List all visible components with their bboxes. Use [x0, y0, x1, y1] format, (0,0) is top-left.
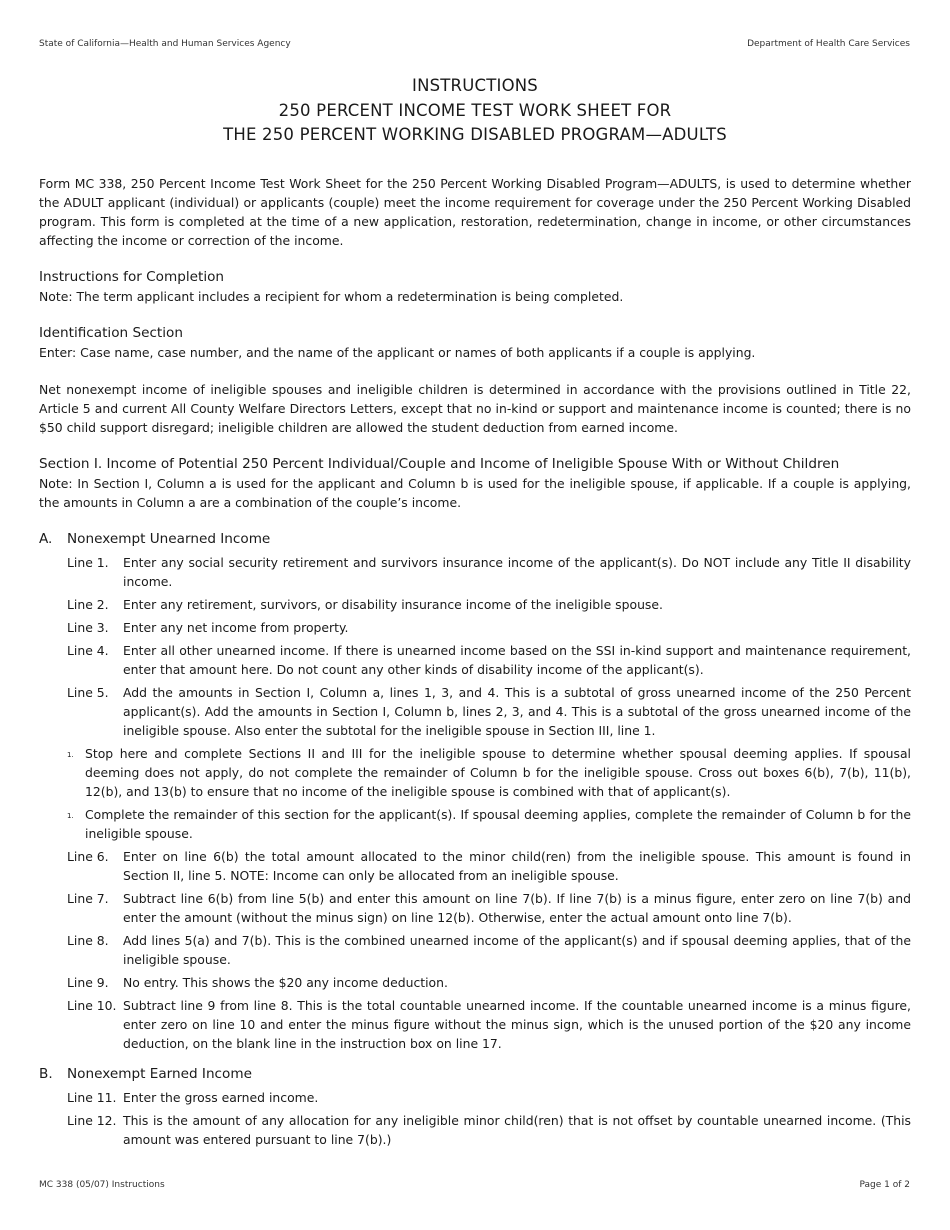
line-label: Line 9. — [67, 975, 109, 990]
line-label: Line 5. — [67, 685, 109, 700]
line-label: Line 11. — [67, 1090, 117, 1105]
section-a-lines — [39, 553, 911, 740]
section1-note: Note: In Section I, Column a is used for the applicant and Column b is used for the ineligible spouse, if applicable. If a couple is applying, the amounts in Column a are a combination of the couple’s income. — [39, 476, 911, 510]
line-text: Add lines 5(a) and 7(b). This is the combined unearned income of the applicant(s) and if spousal deeming applies, that of the ineligible spouse. — [123, 933, 911, 967]
line-label: Line 7. — [67, 891, 109, 906]
list-item — [67, 973, 911, 992]
line-text: Enter any retirement, survivors, or disability insurance income of the ineligible spouse. — [123, 597, 663, 612]
title-line-2: 250 PERCENT INCOME TEST WORK SHEET FOR — [278, 100, 672, 120]
section-b-title: Nonexempt Earned Income — [67, 1066, 252, 1082]
section-a-letter: A. — [39, 531, 53, 547]
line-text: Add the amounts in Section I, Column a, lines 1, 3, and 4. This is a subtotal of gross unearned income of the 250 Percent applicant(s). Add the amounts in Section I, Column b, lines 2, 3, and 4. This is a subtotal of the gross unearned income of the ineligible spouse. Also enter the subtotal for the ineligible spouse in Section III, line 1. — [123, 685, 911, 738]
list-item — [67, 618, 911, 637]
line-label: Line 1. — [67, 555, 109, 570]
section-b-heading — [39, 1065, 911, 1084]
line-text: This is the amount of any allocation for any ineligible minor child(ren) that is not offset by countable unearned income. (This amount was entered pursuant to line 7(b).) — [123, 1113, 911, 1147]
bullet-marker: 1. — [67, 751, 74, 759]
line-text: Subtract line 6(b) from line 5(b) and enter this amount on line 7(b). If line 7(b) is a minus figure, enter zero on line 7(b) and enter the amount (without the minus sign) on line 12(b). Otherwise, enter the actual amount onto line 7(b). — [123, 891, 911, 925]
line-label: Line 8. — [67, 933, 109, 948]
list-item — [67, 683, 911, 740]
section-a-title: Nonexempt Unearned Income — [67, 531, 271, 547]
header-agency: State of California—Health and Human Services Agency — [39, 39, 291, 49]
line-label: Line 3. — [67, 620, 109, 635]
section1-heading: Section I. Income of Potential 250 Percent Individual/Couple and Income of Ineligible Spouse With or Without Children — [39, 456, 840, 472]
net-income-paragraph: Net nonexempt income of ineligible spouses and ineligible children is determined in accordance with the provisions outlined in Title 22, Article 5 and current All County Welfare Directors Letters, except that no in-kind or support and maintenance income is counted; there is no $50 child support disregard; ineligible children are allowed the student deduction from earned income. — [39, 382, 911, 435]
section-b-lines — [39, 1088, 911, 1149]
line-label: Line 4. — [67, 643, 109, 658]
line-text: No entry. This shows the $20 any income deduction. — [123, 975, 448, 990]
document-title — [0, 74, 950, 148]
line-text: Enter any social security retirement and survivors insurance income of the applicant(s). Do NOT include any Title II disability income. — [123, 555, 911, 589]
bullet-marker: 1. — [67, 812, 74, 820]
line-label: Line 2. — [67, 597, 109, 612]
line-label: Line 10. — [67, 998, 117, 1013]
identification-text: Enter: Case name, case number, and the name of the applicant or names of both applicants if a couple is applying. — [39, 345, 756, 360]
line-text: Enter any net income from property. — [123, 620, 349, 635]
list-item — [67, 889, 911, 927]
bullet-item — [67, 744, 911, 801]
list-item — [67, 641, 911, 679]
section-a-lines-continued — [39, 847, 911, 1053]
section-a-heading — [39, 530, 911, 549]
intro-paragraph: Form MC 338, 250 Percent Income Test Work Sheet for the 250 Percent Working Disabled Program—ADULTS, is used to determine whether the ADULT applicant (individual) or applicants (couple) meet the income requirement for coverage under the 250 Percent Working Disabled program. This form is completed at the time of a new application, restoration, redetermination, change in income, or other circumstances affecting the income or correction of the income. — [39, 176, 911, 248]
list-item — [67, 931, 911, 969]
line-text: Enter on line 6(b) the total amount allocated to the minor child(ren) from the ineligible spouse. This amount is found in Section II, line 5. NOTE: Income can only be allocated from an ineligible spouse. — [123, 849, 911, 883]
line-label: Line 6. — [67, 849, 109, 864]
line-text: Subtract line 9 from line 8. This is the total countable unearned income. If the countable unearned income is a minus figure, enter zero on line 10 and enter the minus figure without the minus sign, which is the unused portion of the $20 any income deduction, on the blank line in the instruction box on line 17. — [123, 998, 911, 1051]
footer-form-id: MC 338 (05/07) Instructions — [39, 1180, 165, 1190]
section-a-bullets — [39, 744, 911, 843]
header-department: Department of Health Care Services — [747, 39, 910, 49]
title-line-1: INSTRUCTIONS — [412, 76, 538, 95]
document-body — [39, 174, 911, 1153]
list-item — [67, 847, 911, 885]
completion-note: Note: The term applicant includes a recipient for whom a redetermination is being completed. — [39, 289, 624, 304]
completion-heading: Instructions for Completion — [39, 269, 225, 285]
bullet-text: Stop here and complete Sections II and III for the ineligible spouse to determine whether spousal deeming applies. If spousal deeming does not apply, do not complete the remainder of Column b for the ineligible spouse. Cross out boxes 6(b), 7(b), 11(b), 12(b), and 13(b) to ensure that no income of the ineligible spouse is combined with that of applicant(s). — [85, 746, 911, 799]
list-item — [67, 595, 911, 614]
list-item — [67, 1088, 911, 1107]
bullet-item — [67, 805, 911, 843]
line-label: Line 12. — [67, 1113, 117, 1128]
footer-page-number: Page 1 of 2 — [859, 1180, 910, 1190]
line-text: Enter all other unearned income. If there is unearned income based on the SSI in-kind support and maintenance requirement, enter that amount here. Do not count any other kinds of disability income of the applicant(s). — [123, 643, 911, 677]
line-text: Enter the gross earned income. — [123, 1090, 319, 1105]
section-b-letter: B. — [39, 1066, 53, 1082]
list-item — [67, 1111, 911, 1149]
title-line-3: THE 250 PERCENT WORKING DISABLED PROGRAM—ADULTS — [223, 125, 727, 144]
identification-heading: Identification Section — [39, 325, 183, 341]
list-item — [67, 553, 911, 591]
bullet-text: Complete the remainder of this section for the applicant(s). If spousal deeming applies, complete the remainder of Column b for the ineligible spouse. — [85, 807, 911, 841]
list-item — [67, 996, 911, 1053]
